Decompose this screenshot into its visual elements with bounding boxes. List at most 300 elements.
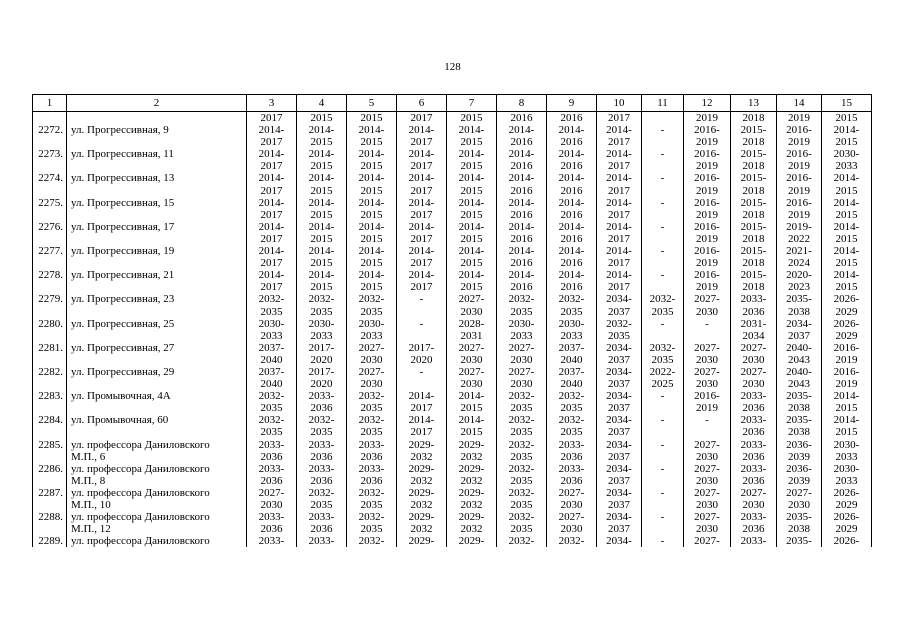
table-cell: 2032- — [547, 535, 597, 547]
table-cell: 2016- 2019 — [777, 172, 822, 196]
table-row — [33, 245, 872, 269]
table-cell: 2034- 2037 — [597, 439, 642, 463]
table-cell: 2040- 2043 — [777, 366, 822, 390]
address-cell: ул. Прогрессивная, 21 — [67, 269, 247, 293]
table-cell: 2014- 2017 — [247, 148, 297, 172]
row-number: 2282. — [33, 366, 67, 390]
address-cell: ул. Прогрессивная, 29 — [67, 366, 247, 390]
table-cell: 2032- 2035 — [497, 293, 547, 317]
table-cell: 2032- 2035 — [547, 390, 597, 414]
table-cell — [642, 112, 684, 125]
table-cell: - — [397, 293, 447, 317]
table-cell: 2027- 2030 — [684, 511, 731, 535]
table-cell: 2029- 2032 — [397, 487, 447, 511]
table-row — [33, 293, 872, 317]
table-cell: 2017- 2020 — [397, 342, 447, 366]
table-cell: 2032- 2035 — [547, 293, 597, 317]
table-cell: 2014- 2017 — [597, 245, 642, 269]
table-cell: 2017- 2020 — [297, 366, 347, 390]
table-cell: 2036- 2039 — [777, 439, 822, 463]
address-cell: ул. Промывочная, 60 — [67, 414, 247, 438]
table-cell: 2016- 2019 — [684, 390, 731, 414]
table-cell: 2027- 2030 — [447, 342, 497, 366]
table-cell: 2027- 2030 — [247, 487, 297, 511]
row-number: 2275. — [33, 197, 67, 221]
table-cell: 2016 — [547, 112, 597, 125]
table-cell: 2014- 2017 — [597, 124, 642, 148]
table-cell: 2035- — [777, 535, 822, 547]
table-cell: 2032- 2035 — [597, 318, 642, 342]
table-cell: 2028- 2031 — [447, 318, 497, 342]
table-cell: 2027- 2030 — [547, 487, 597, 511]
address-cell: ул. профессора Даниловского — [67, 535, 247, 547]
address-cell: ул. Прогрессивная, 25 — [67, 318, 247, 342]
table-cell: 2021- 2024 — [777, 245, 822, 269]
table-cell: 2014- 2015 — [447, 221, 497, 245]
table-cell: 2032- 2035 — [497, 511, 547, 535]
table-cell: 2014- 2017 — [597, 221, 642, 245]
table-cell: 2015- 2018 — [731, 197, 777, 221]
table-cell: 2033- 2036 — [297, 439, 347, 463]
table-cell: 2014- 2017 — [247, 124, 297, 148]
table-cell: 2026- 2029 — [822, 487, 872, 511]
table-cell: 2035- 2038 — [777, 511, 822, 535]
continuation-row — [33, 112, 872, 125]
table-cell: 2032- 2035 — [497, 390, 547, 414]
table-cell: 2019 — [684, 112, 731, 125]
table-cell: 2014- 2017 — [397, 269, 447, 293]
table-cell: 2027- 2030 — [777, 487, 822, 511]
table-cell: 2035- 2038 — [777, 293, 822, 317]
table-cell: 2033- — [297, 535, 347, 547]
table-row — [33, 342, 872, 366]
table-cell: 2036- 2039 — [777, 463, 822, 487]
table-cell: 2014- 2015 — [297, 124, 347, 148]
table-cell: 2030- 2033 — [247, 318, 297, 342]
table-cell: - — [642, 197, 684, 221]
table-cell: 2029- 2032 — [397, 511, 447, 535]
row-number: 2283. — [33, 390, 67, 414]
table-cell: 2026- 2029 — [822, 293, 872, 317]
table-cell: 2032- 2035 — [247, 414, 297, 438]
table-cell: 2032- 2035 — [297, 414, 347, 438]
table-cell: 2014- 2017 — [397, 124, 447, 148]
table-cell: 2032- 2035 — [247, 390, 297, 414]
table-cell: 2014- 2016 — [497, 269, 547, 293]
table-cell: 2027- 2030 — [497, 342, 547, 366]
table-cell: 2014- 2016 — [547, 148, 597, 172]
table-cell: 2027- 2030 — [684, 463, 731, 487]
table-cell: 2034- 2037 — [597, 487, 642, 511]
table-cell: 2033- 2036 — [347, 439, 397, 463]
table-cell: 2040- 2043 — [777, 342, 822, 366]
table-cell: 2015 — [297, 112, 347, 125]
table-cell: 2014- 2016 — [547, 197, 597, 221]
table-cell: 2032- 2035 — [347, 390, 397, 414]
table-cell: 2029- 2032 — [447, 487, 497, 511]
table-cell: 2026- 2029 — [822, 511, 872, 535]
column-header: 5 — [347, 95, 397, 112]
table-cell: 2034- 2037 — [597, 342, 642, 366]
table-row — [33, 487, 872, 511]
table-cell: 2015- 2018 — [731, 269, 777, 293]
table-cell: 2027- 2030 — [731, 366, 777, 390]
table-cell: 2032- 2035 — [497, 414, 547, 438]
row-number: 2274. — [33, 172, 67, 196]
table-cell: 2015 — [822, 112, 872, 125]
table-cell: - — [642, 511, 684, 535]
table-cell: 2014- 2015 — [347, 269, 397, 293]
table-cell: 2027- 2030 — [684, 439, 731, 463]
column-header: 7 — [447, 95, 497, 112]
table-cell: 2014- 2016 — [497, 197, 547, 221]
table-cell: 2018 — [731, 112, 777, 125]
table-cell: 2035- 2038 — [777, 414, 822, 438]
table-cell: - — [642, 463, 684, 487]
table-cell: 2037- 2040 — [247, 342, 297, 366]
table-cell: 2014- 2017 — [397, 197, 447, 221]
table-cell: 2037- 2040 — [247, 366, 297, 390]
column-header: 14 — [777, 95, 822, 112]
table-cell: 2030- 2033 — [347, 318, 397, 342]
table-cell: - — [642, 245, 684, 269]
table-row — [33, 124, 872, 148]
table-cell: 2014- 2015 — [297, 197, 347, 221]
table-cell: 2017 — [247, 112, 297, 125]
table-cell: 2032- 2035 — [247, 293, 297, 317]
table-cell: 2030- 2033 — [497, 318, 547, 342]
table-cell: 2014- 2017 — [397, 172, 447, 196]
address-cell: ул. Прогрессивная, 13 — [67, 172, 247, 196]
table-cell: 2034- 2037 — [597, 414, 642, 438]
table-cell: 2016- 2019 — [822, 366, 872, 390]
table-cell: 2029- 2032 — [397, 439, 447, 463]
row-number: 2285. — [33, 439, 67, 463]
table-cell: 2014- 2015 — [447, 124, 497, 148]
table-cell: 2014- 2015 — [822, 197, 872, 221]
table-cell: 2014- 2015 — [297, 269, 347, 293]
table-cell: 2033- 2036 — [297, 511, 347, 535]
table-cell: 2033- 2036 — [731, 463, 777, 487]
table-cell: 2014- 2017 — [397, 414, 447, 438]
table-row — [33, 414, 872, 438]
table-cell: 2014- 2015 — [347, 245, 397, 269]
table-cell: 2014- 2015 — [347, 221, 397, 245]
table-cell: 2032- — [347, 535, 397, 547]
table-cell: 2014- 2017 — [597, 197, 642, 221]
table-cell: 2014- 2015 — [822, 245, 872, 269]
address-cell: ул. Прогрессивная, 23 — [67, 293, 247, 317]
table-cell: 2014- 2016 — [547, 221, 597, 245]
table-cell: 2034- 2037 — [597, 366, 642, 390]
table-cell: 2033- 2036 — [547, 439, 597, 463]
table-cell: 2016- 2019 — [684, 221, 731, 245]
table-cell: - — [642, 269, 684, 293]
table-cell: 2014- 2017 — [597, 172, 642, 196]
table-cell: 2014- 2017 — [397, 221, 447, 245]
table-cell: 2014- 2017 — [247, 197, 297, 221]
column-header: 4 — [297, 95, 347, 112]
table-cell: 2016 — [497, 112, 547, 125]
table-cell: 2014- 2015 — [297, 221, 347, 245]
column-header: 1 — [33, 95, 67, 112]
table-cell: 2016- 2019 — [684, 245, 731, 269]
table-cell: 2014- 2017 — [247, 245, 297, 269]
table-cell: 2014- 2017 — [247, 269, 297, 293]
table-cell: 2034- 2037 — [597, 293, 642, 317]
address-cell: ул. профессора Даниловского М.П., 10 — [67, 487, 247, 511]
table-cell: 2016- 2019 — [684, 269, 731, 293]
table-cell: 2031- 2034 — [731, 318, 777, 342]
table-cell: 2014- 2015 — [822, 221, 872, 245]
table-cell: - — [642, 124, 684, 148]
row-number: 2280. — [33, 318, 67, 342]
row-number: 2279. — [33, 293, 67, 317]
table-cell: 2019- 2022 — [777, 221, 822, 245]
table-cell: 2033- 2036 — [731, 439, 777, 463]
row-number: 2278. — [33, 269, 67, 293]
table-cell: 2030- 2033 — [297, 318, 347, 342]
table-row — [33, 511, 872, 535]
table-cell: 2030- 2033 — [822, 148, 872, 172]
table-cell: 2030- 2033 — [822, 439, 872, 463]
table-cell: 2016- 2019 — [777, 197, 822, 221]
table-cell: 2033- — [247, 535, 297, 547]
table-cell: - — [642, 535, 684, 547]
table-cell: 2015- 2018 — [731, 245, 777, 269]
table-cell: 2014- 2015 — [297, 245, 347, 269]
table-cell: 2032- 2035 — [547, 414, 597, 438]
table-row — [33, 390, 872, 414]
address-cell: ул. профессора Даниловского М.П., 8 — [67, 463, 247, 487]
table-cell: 2014- 2015 — [822, 414, 872, 438]
table-row — [33, 535, 872, 547]
table-cell: 2016- 2019 — [777, 124, 822, 148]
column-header: 13 — [731, 95, 777, 112]
table-cell: - — [642, 172, 684, 196]
table-cell: 2014- 2015 — [347, 197, 397, 221]
table-row — [33, 172, 872, 196]
table-cell: 2033- 2036 — [731, 414, 777, 438]
table-cell: 2014- 2017 — [247, 172, 297, 196]
table-cell: 2027- 2030 — [684, 293, 731, 317]
table-cell: 2014- 2017 — [597, 269, 642, 293]
table-cell: 2029- 2032 — [447, 511, 497, 535]
table-row — [33, 366, 872, 390]
column-header: 6 — [397, 95, 447, 112]
table-cell: 2027- 2030 — [684, 487, 731, 511]
table-cell: 2032- 2035 — [347, 293, 397, 317]
row-number: 2288. — [33, 511, 67, 535]
table-cell: 2014- 2016 — [547, 245, 597, 269]
table-cell: 2034- 2037 — [597, 390, 642, 414]
table-cell: 2029- 2032 — [397, 463, 447, 487]
table-cell: 2033- 2036 — [347, 463, 397, 487]
table-cell: 2027- 2030 — [731, 342, 777, 366]
table-cell: 2014- 2016 — [547, 269, 597, 293]
column-header: 10 — [597, 95, 642, 112]
column-header: 11 — [642, 95, 684, 112]
table-cell: 2035- 2038 — [777, 390, 822, 414]
table-cell: 2033- 2036 — [247, 439, 297, 463]
table-cell: 2030- 2033 — [547, 318, 597, 342]
column-header: 15 — [822, 95, 872, 112]
table-cell: 2019 — [777, 112, 822, 125]
table-cell: 2027- 2030 — [447, 293, 497, 317]
row-number: 2276. — [33, 221, 67, 245]
table-cell: 2014- 2015 — [297, 172, 347, 196]
table-cell: 2014- 2015 — [297, 148, 347, 172]
table-cell: 2016- 2019 — [684, 197, 731, 221]
address-cell: ул. профессора Даниловского М.П., 12 — [67, 511, 247, 535]
table-cell: 2014- 2017 — [397, 245, 447, 269]
table-cell: 2014- 2017 — [247, 221, 297, 245]
table-cell: 2014- 2015 — [822, 390, 872, 414]
table-cell: 2014- 2015 — [447, 390, 497, 414]
table-cell: - — [642, 221, 684, 245]
column-header: 2 — [67, 95, 247, 112]
table-cell: 2033- 2036 — [731, 293, 777, 317]
table-cell: 2014- 2016 — [497, 148, 547, 172]
table-row — [33, 318, 872, 342]
table-cell: 2014- 2015 — [347, 124, 397, 148]
row-number: 2281. — [33, 342, 67, 366]
table-cell: 2014- 2016 — [497, 124, 547, 148]
column-header: 3 — [247, 95, 297, 112]
table-cell: 2034- — [597, 535, 642, 547]
table-cell: 2034- 2037 — [777, 318, 822, 342]
row-number: 2272. — [33, 124, 67, 148]
table-cell: 2033- 2036 — [297, 463, 347, 487]
row-number: 2287. — [33, 487, 67, 511]
table-cell: 2014- 2017 — [397, 390, 447, 414]
table-cell: 2027- 2030 — [447, 366, 497, 390]
address-cell: ул. профессора Даниловского М.П., 6 — [67, 439, 247, 463]
table-cell: 2033- 2036 — [247, 511, 297, 535]
row-number: 2273. — [33, 148, 67, 172]
table-cell: 2033- 2036 — [731, 511, 777, 535]
table-row — [33, 269, 872, 293]
table-cell: 2014- 2015 — [447, 245, 497, 269]
table-cell: 2032- 2035 — [347, 511, 397, 535]
table-cell: 2029- 2032 — [447, 463, 497, 487]
table-cell: 2014- 2015 — [347, 148, 397, 172]
table-cell: 2014- 2016 — [497, 221, 547, 245]
row-number: 2277. — [33, 245, 67, 269]
row-number: 2284. — [33, 414, 67, 438]
table-cell: 2032- 2035 — [497, 463, 547, 487]
table-cell: 2029- 2032 — [447, 439, 497, 463]
table-cell: 2015- 2018 — [731, 221, 777, 245]
table-cell: 2029- — [397, 535, 447, 547]
table-cell: 2034- 2037 — [597, 463, 642, 487]
table-cell: 2027- 2030 — [547, 511, 597, 535]
table-cell: 2027- 2030 — [684, 366, 731, 390]
table-cell: 2037- 2040 — [547, 366, 597, 390]
table-cell: 2032- 2035 — [347, 414, 397, 438]
table-cell: 2017- 2020 — [297, 342, 347, 366]
address-cell: ул. Прогрессивная, 11 — [67, 148, 247, 172]
table-cell: 2015 — [447, 112, 497, 125]
table-cell: 2014- 2015 — [447, 414, 497, 438]
table-cell: 2027- 2030 — [347, 342, 397, 366]
table-cell: 2027- 2030 — [347, 366, 397, 390]
table-cell: 2027- 2030 — [731, 487, 777, 511]
table-cell: - — [642, 487, 684, 511]
table-cell: 2014- 2016 — [547, 172, 597, 196]
table-cell: - — [684, 318, 731, 342]
column-number-header — [33, 95, 872, 112]
table-cell: 2034- 2037 — [597, 511, 642, 535]
address-cell: ул. Прогрессивная, 27 — [67, 342, 247, 366]
table-cell: 2032- 2035 — [347, 487, 397, 511]
table-cell: 2015- 2018 — [731, 124, 777, 148]
table-cell: 2032- 2035 — [297, 293, 347, 317]
table-row — [33, 463, 872, 487]
table-cell: 2016- 2019 — [684, 124, 731, 148]
table-cell: - — [642, 390, 684, 414]
table-cell: 2030- 2033 — [822, 463, 872, 487]
table-cell: - — [397, 366, 447, 390]
table-cell: 2014- 2015 — [447, 172, 497, 196]
table-cell: 2014- 2015 — [822, 269, 872, 293]
table-body — [33, 112, 872, 548]
table-cell: 2014- 2017 — [397, 148, 447, 172]
table-cell: 2027- 2030 — [497, 366, 547, 390]
table-cell: 2033- 2036 — [547, 463, 597, 487]
table-cell: 2027- — [684, 535, 731, 547]
row-number: 2289. — [33, 535, 67, 547]
column-header: 9 — [547, 95, 597, 112]
table-cell: 2014- 2017 — [597, 148, 642, 172]
table-cell: - — [642, 318, 684, 342]
table-cell: 2032- 2035 — [642, 293, 684, 317]
table-cell: 2027- 2030 — [684, 342, 731, 366]
table-cell: 2032- 2035 — [497, 487, 547, 511]
table-cell: 2017 — [597, 112, 642, 125]
table-row — [33, 148, 872, 172]
address-cell: ул. Прогрессивная, 19 — [67, 245, 247, 269]
table-cell: 2014- 2015 — [447, 197, 497, 221]
table-cell: 2032- 2035 — [297, 487, 347, 511]
table-cell: 2016- 2019 — [777, 148, 822, 172]
table-row — [33, 197, 872, 221]
table-cell: 2015- 2018 — [731, 172, 777, 196]
column-header: 8 — [497, 95, 547, 112]
table-cell: 2014- 2015 — [822, 124, 872, 148]
table-cell: 2033- — [731, 535, 777, 547]
table-cell: 2016- 2019 — [684, 148, 731, 172]
table-cell: 2026- — [822, 535, 872, 547]
table-cell: 2015- 2018 — [731, 148, 777, 172]
table-cell: 2014- 2016 — [547, 124, 597, 148]
address-cell: ул. Прогрессивная, 17 — [67, 221, 247, 245]
page-number: 128 — [444, 61, 461, 73]
table-cell: 2033- 2036 — [297, 390, 347, 414]
table-cell: 2032- — [497, 535, 547, 547]
table-cell: 2017 — [397, 112, 447, 125]
table-cell: 2032- 2035 — [642, 342, 684, 366]
table-cell: 2014- 2015 — [447, 269, 497, 293]
table-row — [33, 439, 872, 463]
table-cell: - — [397, 318, 447, 342]
address-cell: ул. Промывочная, 4А — [67, 390, 247, 414]
table-cell: 2014- 2015 — [822, 172, 872, 196]
table-row — [33, 221, 872, 245]
table-cell: - — [642, 439, 684, 463]
column-header: 12 — [684, 95, 731, 112]
table-cell: 2026- 2029 — [822, 318, 872, 342]
